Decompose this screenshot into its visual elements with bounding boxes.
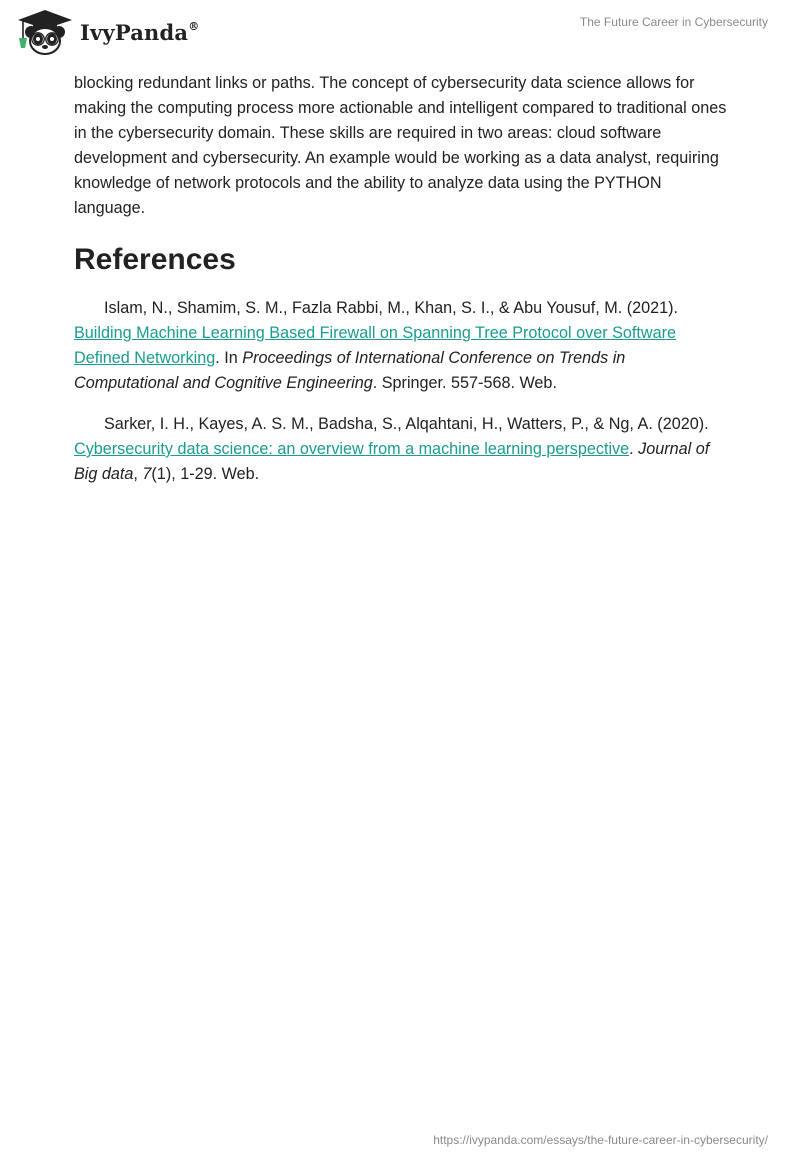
reference-authors: Sarker, I. H., Kayes, A. S. M., Badsha, S., Alqahtani, H., Watters, P., & Ng, A. (2020).: [104, 415, 709, 433]
reference-source: Proceedings of International Conference on Trends in Computational and Cognitive Engineering: [74, 349, 626, 392]
reference-link[interactable]: Building Machine Learning Based Firewall on Spanning Tree Protocol over Software Defined Networking: [74, 324, 676, 367]
references-heading: References: [74, 243, 236, 276]
reference-item: [74, 296, 734, 396]
reference-journal: Journal of Big data: [74, 440, 710, 483]
footer-url[interactable]: https://ivypanda.com/essays/the-future-career-in-cybersecurity/: [433, 1133, 768, 1147]
document-title: The Future Career in Cybersecurity: [579, 15, 768, 29]
reference-volume: 7: [142, 465, 152, 483]
body-paragraph: blocking redundant links or paths. The concept of cybersecurity data science allows for making the computing process more actionable and intelligent compared to traditional ones in the cybersecurity domain. These skills are required in two areas: cloud software development and cybersecurity. An example would be working as a data analyst, requiring knowledge of network protocols and the ability to analyze data using the PYTHON language.: [74, 74, 727, 217]
reference-authors: Islam, N., Shamim, S. M., Fazla Rabbi, M., Khan, S. I., & Abu Yousuf, M. (2021).: [104, 299, 678, 317]
reference-connector: .: [629, 440, 639, 458]
main-content: [74, 71, 734, 503]
reference-separator: ,: [133, 465, 143, 483]
ivypanda-logo[interactable]: [14, 8, 199, 56]
reference-item: [74, 412, 734, 487]
registered-mark: ®: [188, 19, 200, 33]
reference-tail: . Springer. 557-568. Web.: [372, 374, 557, 392]
logo-name: IvyPanda: [80, 19, 189, 45]
reference-connector: . In: [215, 349, 243, 367]
reference-tail: (1), 1-29. Web.: [151, 465, 260, 483]
logo-wordmark: [80, 20, 199, 45]
panda-graduation-cap-icon: [14, 8, 76, 56]
reference-link[interactable]: Cybersecurity data science: an overview from a machine learning perspective: [74, 440, 630, 458]
page-header: [0, 0, 800, 70]
